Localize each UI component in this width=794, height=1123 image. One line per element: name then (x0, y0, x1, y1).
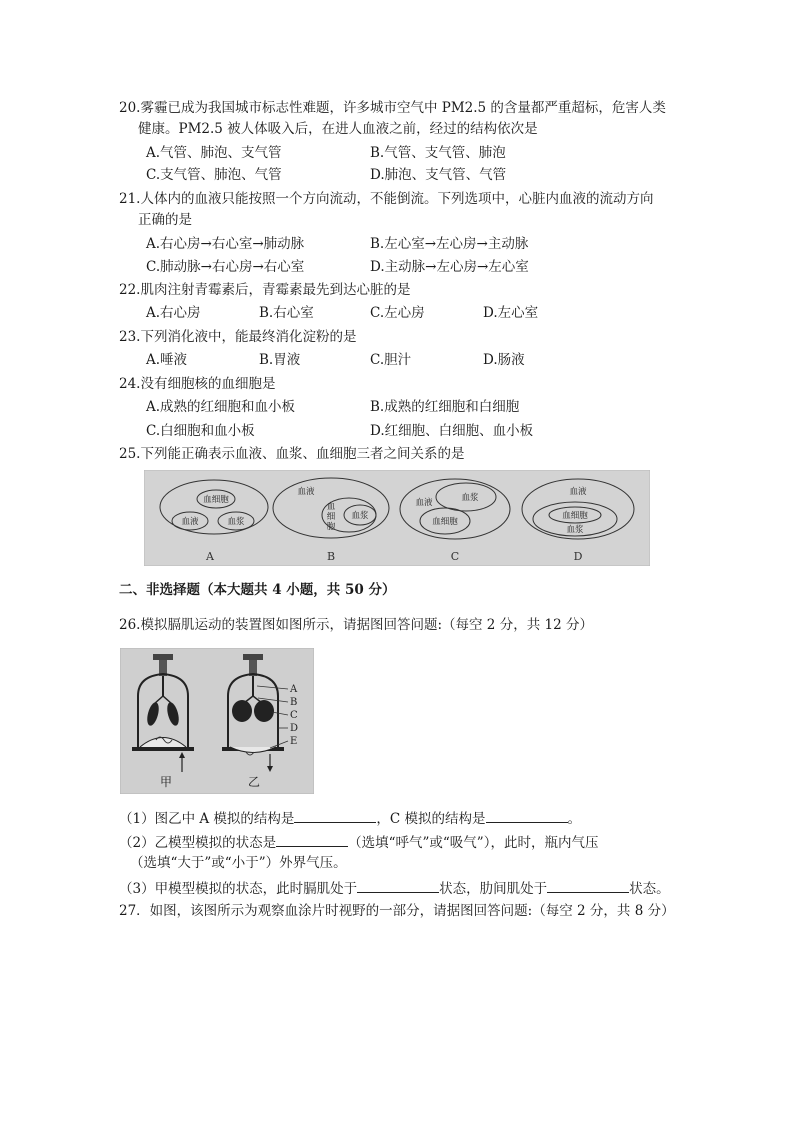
q26-diaphragm-model-figure (120, 648, 314, 794)
q26-sub3-blank-2[interactable] (547, 878, 629, 893)
q26-sub1-text-a: （1）图乙中 A 模拟的结构是 (119, 811, 295, 827)
letter-e: E (290, 736, 298, 747)
q23-stem: 23.下列消化液中，能最终消化淀粉的是 (119, 329, 357, 345)
q22-option-a: A.右心房 (146, 305, 201, 321)
q26-sub1-blank-2[interactable] (486, 808, 568, 823)
q23-option-c: C.胆汁 (370, 352, 412, 368)
q23-option-a: A.唾液 (146, 352, 188, 368)
q20-option-a: A.气管、肺泡、支气管 (146, 145, 282, 161)
q23-option-d: D.肠液 (483, 352, 525, 368)
stopper-top (243, 654, 263, 660)
q26-sub3-blank-1[interactable] (357, 878, 439, 893)
lung-right (254, 700, 274, 722)
letter-b: B (290, 697, 298, 708)
label-blood: 血液 (297, 487, 315, 497)
q20-stem-line1: 20.雾霾已成为我国城市标志性难题，许多城市空气中 PM2.5 的含量都严重超标，危害人类 (119, 100, 666, 116)
letter-c: C (290, 710, 298, 721)
label-plasma: 血浆 (461, 493, 479, 503)
label-b: B (326, 550, 336, 563)
q26-sub3-text-c: 状态。 (629, 881, 670, 897)
q22-stem: 22.肌肉注射青霉素后，青霉素最先到达心脏的是 (119, 282, 411, 298)
label-cells: 血细胞 (203, 495, 229, 505)
label-cells: 血细胞 (432, 517, 458, 527)
q25-stem: 25.下列能正确表示血液、血浆、血细胞三者之间关系的是 (119, 446, 465, 462)
letter-a: A (290, 684, 298, 695)
q21-option-d: D.主动脉→左心房→左心室 (370, 259, 529, 275)
q26-stem: 26.模拟膈肌运动的装置图如图所示，请据图回答问题:（每空 2 分，共 12 分） (119, 617, 593, 633)
q26-sub3-text-b: 状态，肋间肌处于 (439, 881, 548, 897)
label-plasma: 血浆 (351, 511, 369, 521)
q24-stem: 24.没有细胞核的血细胞是 (119, 376, 276, 392)
q24-option-b: B.成熟的红细胞和白细胞 (370, 399, 520, 415)
q20-option-d: D.肺泡、支气管、气管 (370, 167, 507, 183)
label-cells-2: 细 (326, 512, 336, 522)
q26-sub2-blank-1[interactable] (276, 832, 348, 847)
q27-stem: 27．如图，该图所示为观察血涂片时视野的一部分，请据图回答问题:（每空 2 分，共 8 分） (119, 903, 675, 919)
label-jia: 甲 (160, 775, 173, 789)
q26-sub3 (119, 878, 670, 898)
label-cells: 血细胞 (562, 511, 588, 521)
q21-option-c: C.肺动脉→右心房→右心室 (146, 259, 305, 275)
label-blood: 血液 (415, 498, 433, 508)
q21-option-a: A.右心房→右心室→肺动脉 (146, 236, 305, 252)
stopper-top (153, 654, 173, 660)
section2-heading: 二、非选择题（本大题共 4 小题，共 50 分） (119, 582, 396, 598)
q22-option-b: B.右心室 (259, 305, 314, 321)
q21-stem-line1: 21.人体内的血液只能按照一个方向流动，不能倒流。下列选项中，心脏内血液的流动方向 (119, 191, 654, 207)
q24-option-a: A.成熟的红细胞和血小板 (146, 399, 296, 415)
jar-base (132, 747, 194, 751)
label-yi: 乙 (248, 775, 261, 789)
q26-sub2-text-b: （选填“呼气”或“吸气”），此时，瓶内气压 (348, 835, 599, 851)
q26-sub1 (119, 808, 581, 828)
label-cells-3: 胞 (326, 522, 336, 532)
q26-sub2-line1 (119, 832, 598, 852)
q26-sub1-blank-1[interactable] (294, 808, 376, 823)
label-cells-1: 血 (326, 502, 336, 512)
label-blood: 血液 (569, 487, 587, 497)
label-d: D (573, 550, 583, 563)
q24-option-d: D.红细胞、白细胞、血小板 (370, 423, 534, 439)
label-blood: 血液 (181, 517, 199, 527)
lung-left (232, 700, 252, 722)
q21-option-b: B.左心室→左心房→主动脉 (370, 236, 529, 252)
q22-option-c: C.左心房 (370, 305, 425, 321)
letter-d: D (290, 723, 299, 734)
q20-stem-line2: 健康。PM2.5 被人体吸入后，在进人血液之前，经过的结构依次是 (138, 121, 538, 137)
q23-option-b: B.胃液 (259, 352, 301, 368)
q20-option-b: B.气管、支气管、肺泡 (370, 145, 506, 161)
q26-sub1-text-b: ，C 模拟的结构是 (376, 811, 486, 827)
label-a: A (206, 550, 214, 563)
q22-option-d: D.左心室 (483, 305, 539, 321)
label-c: C (450, 550, 460, 563)
q26-sub3-text-a: （3）甲模型模拟的状态，此时膈肌处于 (119, 881, 358, 897)
q25-venn-figure (144, 470, 650, 566)
label-plasma: 血浆 (566, 525, 584, 535)
q26-sub2-line2: （选填“大于”或“小于”）外界气压。 (130, 855, 347, 871)
label-plasma: 血浆 (227, 517, 245, 527)
q21-stem-line2: 正确的是 (138, 212, 192, 228)
q24-option-c: C.白细胞和血小板 (146, 423, 255, 439)
q26-sub2-text-a: （2）乙模型模拟的状态是 (119, 835, 277, 851)
q20-option-c: C.支气管、肺泡、气管 (146, 167, 282, 183)
q26-sub1-text-c: 。 (567, 811, 582, 827)
